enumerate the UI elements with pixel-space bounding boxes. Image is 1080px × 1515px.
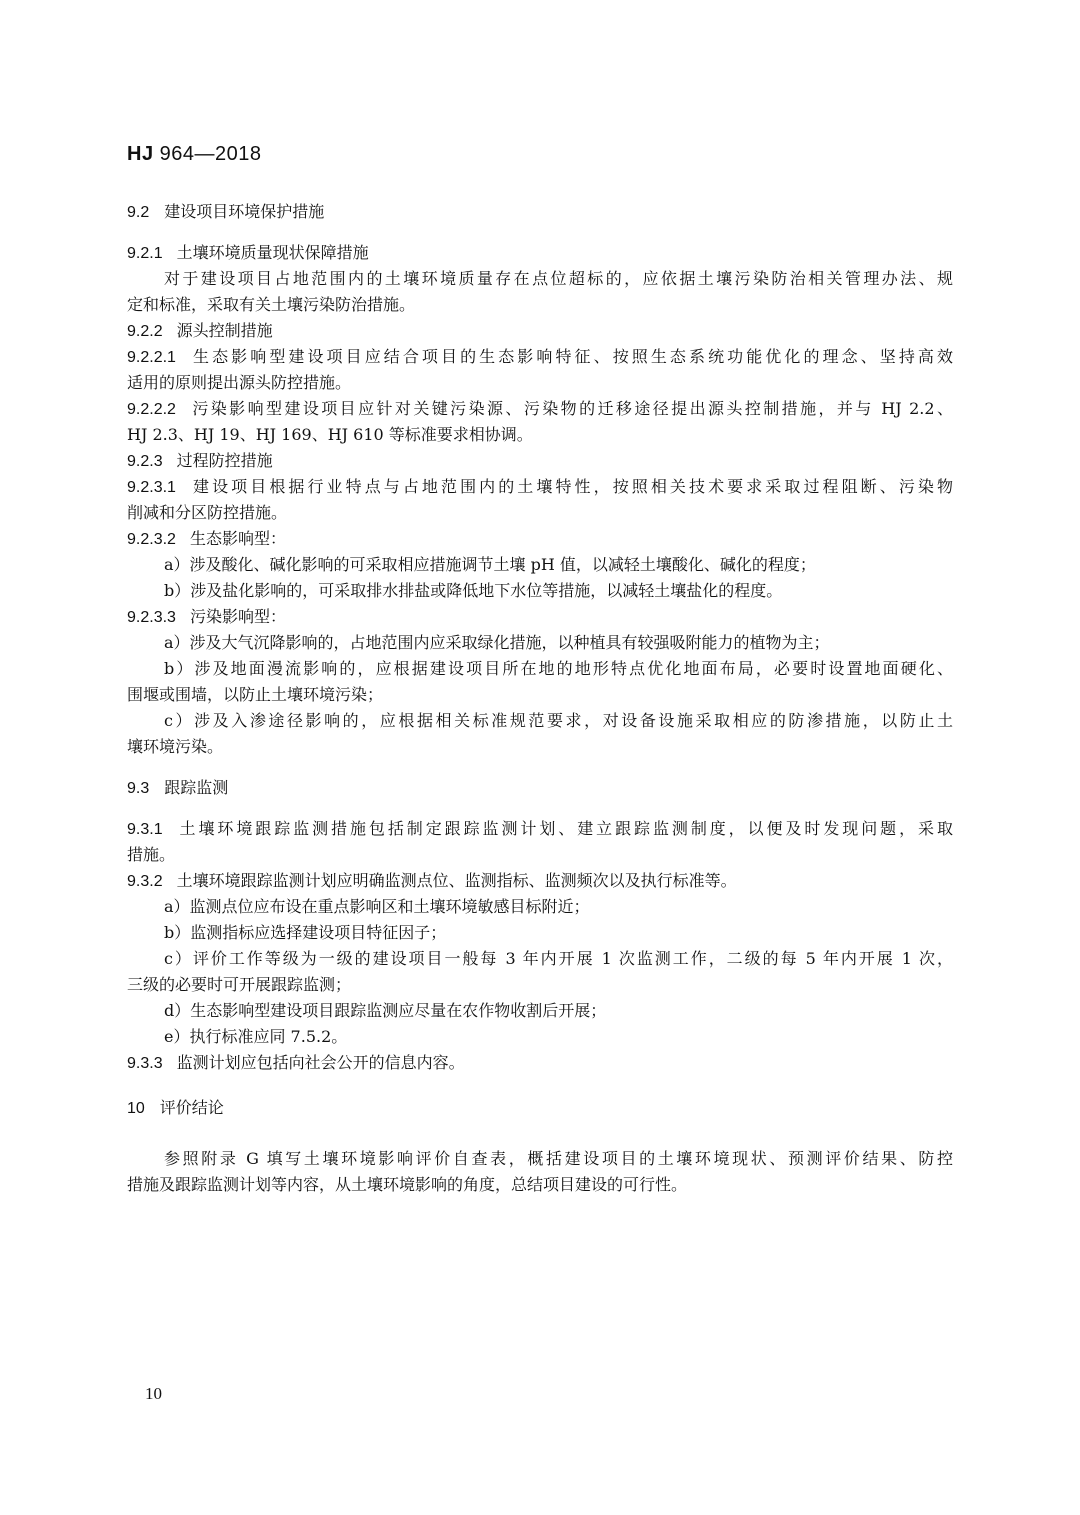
clause-9-2-2-2: 9.2.2.2 污染影响型建设项目应针对关键污染源、污染物的迁移途径提出源头控制措施，并与 HJ 2.2、 bbox=[127, 399, 953, 418]
clause-9-2-3-1: 9.2.3.1 建设项目根据行业特点与占地范围内的土壤特性，按照相关技术要求采取过程阻断、污染物 bbox=[127, 477, 953, 496]
list-item-cont: 三级的必要时可开展跟踪监测； bbox=[127, 975, 352, 994]
list-item: a）监测点位应布设在重点影响区和土壤环境敏感目标附近； bbox=[164, 897, 590, 916]
section-10-text-cont: 措施及跟踪监测计划等内容，从土壤环境影响的角度，总结项目建设的可行性。 bbox=[127, 1175, 688, 1194]
list-item: c）涉及入渗途径影响的，应根据相关标准规范要求，对设备设施采取相应的防渗措施，以防止土 bbox=[164, 711, 953, 730]
list-item: b）涉及盐化影响的，可采取排水排盐或降低地下水位等措施，以减轻土壤盐化的程度。 bbox=[164, 581, 783, 600]
section-10-heading: 10 评价结论 bbox=[127, 1098, 224, 1117]
clause-9-2-3-2-heading: 9.2.3.2 生态影响型： bbox=[127, 529, 286, 548]
page-number: 10 bbox=[145, 1384, 162, 1403]
clause-9-2-1-text: 对于建设项目占地范围内的土壤环境质量存在点位超标的，应依据土壤污染防治相关管理办法、规 bbox=[164, 269, 953, 288]
list-item: b）涉及地面漫流影响的，应根据建设项目所在地的地形特点优化地面布局，必要时设置地面硬化、 bbox=[164, 659, 953, 678]
clause-9-3-1: 9.3.1 土壤环境跟踪监测措施包括制定跟踪监测计划、建立跟踪监测制度，以便及时发现问题，采取 bbox=[127, 819, 953, 838]
clause-9-2-3-1-cont: 削减和分区防控措施。 bbox=[127, 503, 288, 522]
section-9-3-heading: 9.3 跟踪监测 bbox=[127, 778, 229, 797]
list-item-cont: 围堰或围墙，以防止土壤环境污染； bbox=[127, 685, 384, 704]
clause-9-2-1-text-cont: 定和标准，采取有关土壤污染防治措施。 bbox=[127, 295, 416, 314]
clause-9-3-2: 9.3.2 土壤环境跟踪监测计划应明确监测点位、监测指标、监测频次以及执行标准等。 bbox=[127, 871, 737, 890]
clause-9-2-2-2-cont: HJ 2.3、HJ 19、HJ 169、HJ 610 等标准要求相协调。 bbox=[127, 425, 533, 444]
clause-9-3-3: 9.3.3 监测计划应包括向社会公开的信息内容。 bbox=[127, 1053, 465, 1072]
standard-code-header bbox=[127, 143, 262, 166]
list-item: a）涉及大气沉降影响的，占地范围内应采取绿化措施，以种植具有较强吸附能力的植物为主； bbox=[164, 633, 830, 652]
clause-9-2-3-3-heading: 9.2.3.3 污染影响型： bbox=[127, 607, 286, 626]
document-body bbox=[127, 200, 953, 1198]
list-item-cont: 壤环境污染。 bbox=[127, 737, 224, 756]
clause-9-2-2-1: 9.2.2.1 生态影响型建设项目应结合项目的生态影响特征、按照生态系统功能优化的理念、坚持高效 bbox=[127, 347, 953, 366]
standard-number: 964—2018 bbox=[153, 143, 262, 165]
section-10-text: 参照附录 G 填写土壤环境影响评价自查表，概括建设项目的土壤环境现状、预测评价结果、防控 bbox=[164, 1149, 953, 1168]
list-item: e）执行标准应同 7.5.2。 bbox=[164, 1027, 348, 1046]
clause-9-2-2-heading: 9.2.2 源头控制措施 bbox=[127, 321, 273, 340]
standard-prefix: HJ bbox=[127, 143, 154, 165]
clause-9-2-3-heading: 9.2.3 过程防控措施 bbox=[127, 451, 273, 470]
list-item: d）生态影响型建设项目跟踪监测应尽量在农作物收割后开展； bbox=[164, 1001, 607, 1020]
list-item: c）评价工作等级为一级的建设项目一般每 3 年内开展 1 次监测工作，二级的每 5 年内开展 1 次， bbox=[164, 949, 953, 968]
clause-9-2-1-heading: 9.2.1 土壤环境质量现状保障措施 bbox=[127, 243, 369, 262]
list-item: b）监测指标应选择建设项目特征因子； bbox=[164, 923, 447, 942]
section-9-2-heading: 9.2 建设项目环境保护措施 bbox=[127, 202, 325, 221]
list-item: a）涉及酸化、碱化影响的可采取相应措施调节土壤 pH 值，以减轻土壤酸化、碱化的程度； bbox=[164, 555, 816, 574]
clause-9-2-2-1-cont: 适用的原则提出源头防控措施。 bbox=[127, 373, 352, 392]
clause-9-3-1-cont: 措施。 bbox=[127, 845, 176, 864]
